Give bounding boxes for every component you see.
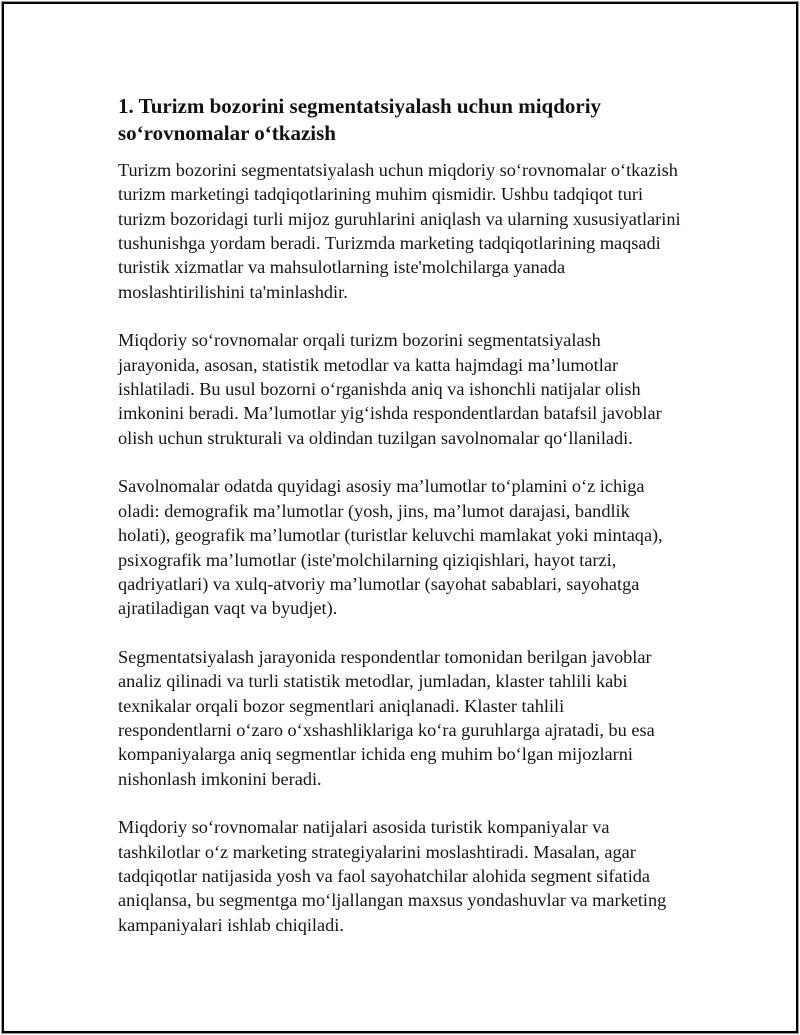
document-page (118, 93, 728, 961)
paragraph-line: turizm bozoridagi turli mijoz guruhlarini aniqlash va ularning xususiyatlarini (118, 208, 681, 229)
paragraph-line: Savolnomalar odatda quyidagi asosiy ma’lumotlar to‘plamini o‘z ichiga (118, 476, 645, 497)
paragraph-line: Segmentatsiyalash jarayonida respondentlar tomonidan berilgan javoblar (118, 646, 652, 667)
paragraph-line: ajratiladigan vaqt va byudjet). (118, 598, 338, 619)
paragraph-line: aniqlansa, bu segmentga mo‘ljallangan maxsus yondashuvlar va marketing (118, 890, 667, 911)
paragraph-line: tadqiqotlar natijasida yosh va faol sayohatchilar alohida segment sifatida (118, 865, 651, 886)
paragraph-4 (118, 645, 728, 791)
paragraph-line: jarayonida, asosan, statistik metodlar va katta hajmdagi ma’lumotlar (118, 354, 619, 375)
paragraph-line: imkonini beradi. Ma’lumotlar yig‘ishda respondentlardan batafsil javoblar (118, 403, 662, 424)
section-title-line: 1. Turizm bozorini segmentatsiyalash uchun miqdoriy (118, 94, 602, 118)
paragraph-line: olish uchun strukturali va oldindan tuzilgan savolnomalar qo‘llaniladi. (118, 427, 633, 448)
paragraph-line: psixografik ma’lumotlar (iste'molchilarning qiziqishlari, hayot tarzi, (118, 549, 617, 570)
paragraph-line: respondentlarni o‘zaro o‘xshashliklariga ko‘ra guruhlarga ajratadi, bu esa (118, 719, 655, 740)
paragraph-line: kompaniyalarga aniq segmentlar ichida eng muhim bo‘lgan mijozlarni (118, 744, 633, 765)
paragraph-line: Miqdoriy so‘rovnomalar orqali turizm bozorini segmentatsiyalash (118, 330, 601, 351)
paragraph-line: qadriyatlari) va xulq-atvoriy ma’lumotlar (sayohat sabablari, sayohatga (118, 573, 640, 594)
paragraph-line: turistik xizmatlar va mahsulotlarning iste'molchilarga yanada (118, 257, 566, 278)
paragraph-line: Turizm bozorini segmentatsiyalash uchun miqdoriy so‘rovnomalar o‘tkazish (118, 160, 678, 180)
paragraph-line: turizm marketingi tadqiqotlarining muhim qismidir. Ushbu tadqiqot turi (118, 184, 644, 205)
paragraph-line: holati), geografik ma’lumotlar (turistlar keluvchi mamlakat yoki mintaqa), (118, 525, 663, 546)
paragraph-line: Miqdoriy so‘rovnomalar natijalari asosida turistik kompaniyalar va (118, 817, 610, 838)
paragraph-line: tashkilotlar o‘z marketing strategiyalarini moslashtiradi. Masalan, agar (118, 841, 636, 862)
paragraph-3 (118, 474, 728, 620)
paragraph-line: moslashtirilishini ta'minlashdir. (118, 281, 348, 302)
paragraph-line: texnikalar orqali bozor segmentlari aniqlanadi. Klaster tahlili (118, 695, 565, 716)
paragraph-line: analiz qilinadi va turli statistik metodlar, jumladan, klaster tahlili kabi (118, 671, 628, 692)
paragraph-2 (118, 328, 728, 450)
paragraph-line: kampaniyalari ishlab chiqiladi. (118, 914, 344, 935)
paragraph-1 (118, 158, 728, 304)
paragraph-line: oladi: demografik ma’lumotlar (yosh, jins, ma’lumot darajasi, bandlik (118, 500, 630, 521)
section-title (118, 93, 728, 147)
section-title-line: so‘rovnomalar o‘tkazish (118, 121, 336, 145)
paragraph-line: nishonlash imkonini beradi. (118, 768, 322, 789)
paragraph-line: tushunishga yordam beradi. Turizmda marketing tadqiqotlarining maqsadi (118, 233, 661, 254)
paragraph-5 (118, 815, 728, 937)
paragraph-line: ishlatiladi. Bu usul bozorni o‘rganishda aniq va ishonchli natijalar olish (118, 379, 641, 400)
